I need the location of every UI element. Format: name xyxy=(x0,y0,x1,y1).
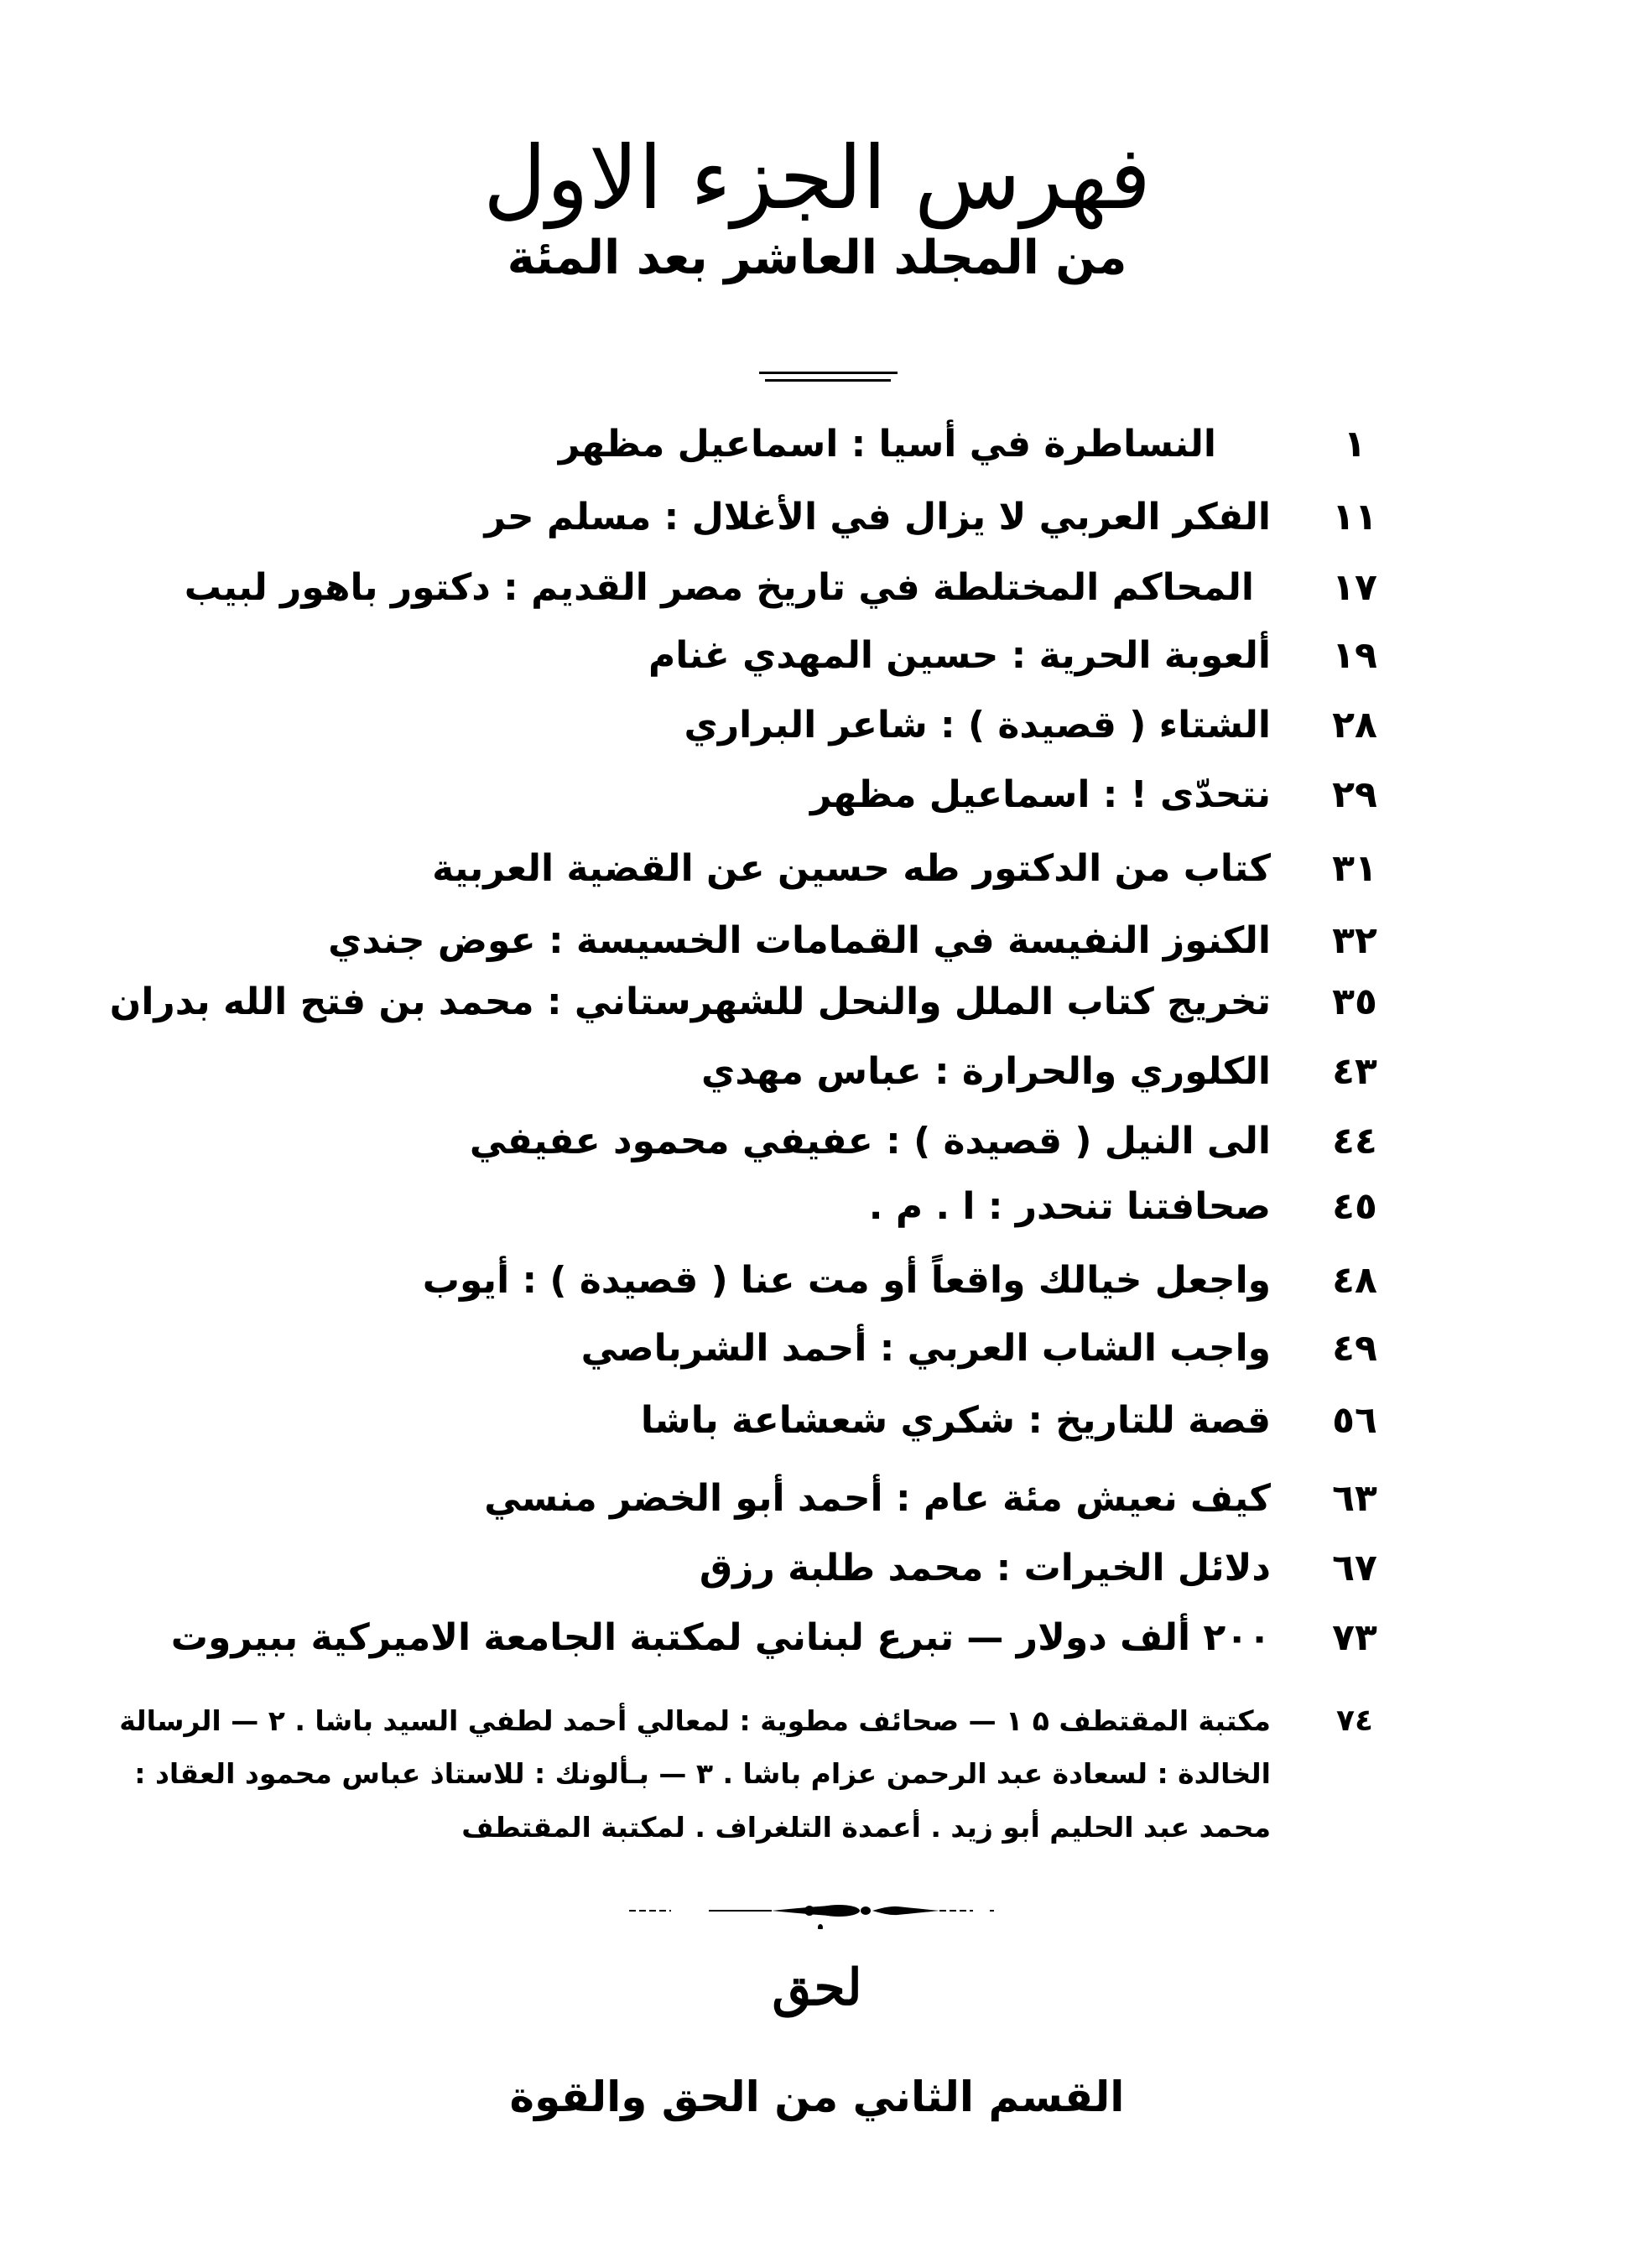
toc-entry-text: كيف نعيش مئة عام : أحمد أبو الخضر منسي xyxy=(484,1477,1271,1520)
toc-entry xyxy=(252,1182,1409,1232)
toc-entry xyxy=(170,1613,1409,1663)
toc-page-number: ٤٨ xyxy=(1332,1259,1377,1302)
toc-page-number: ١٩ xyxy=(1332,634,1377,677)
toc-entry-text: واجعل خيالك واقعاً أو مت عنا ( قصيدة ) : أيوب xyxy=(422,1259,1271,1302)
library-line-1: مكتبة المقتطف ۵ ١ — صحائف مطوية : لمعالي أحمد لطفي السيد باشا . ٢ — الرسالة xyxy=(119,1704,1271,1737)
toc-entry xyxy=(252,1047,1409,1097)
toc-entry xyxy=(252,770,1409,820)
toc-page-number: ٥٦ xyxy=(1332,1399,1377,1442)
toc-page-number: ٢٨ xyxy=(1332,704,1377,746)
toc-entry xyxy=(252,1116,1409,1167)
toc-entry-text: الكلوري والحرارة : عباس مهدي xyxy=(701,1050,1271,1093)
toc-page-number: ١ xyxy=(1343,423,1366,466)
toc-entry-text: ٢٠٠ ألف دولار — تبرع لبناني لمكتبة الجامعة الاميركية ببيروت xyxy=(170,1616,1271,1659)
toc-entry xyxy=(109,977,1409,1027)
page-title: فهرس الجزء الاول xyxy=(482,127,1152,229)
toc-page-number: ٣١ xyxy=(1332,847,1377,890)
toc-page-number: ٤٤ xyxy=(1332,1120,1377,1163)
toc-page-number: ٦٣ xyxy=(1332,1477,1377,1520)
toc-entry-text: صحافتنا تنحدر : ا . م . xyxy=(868,1185,1271,1228)
section-title: القسم الثاني من الحق والقوة xyxy=(509,2073,1125,2121)
toc-entry-text: ألعوبة الحرية : حسين المهدي غنام xyxy=(648,634,1271,677)
toc-entry xyxy=(252,1256,1409,1306)
toc-entry-text: الكنوز النفيسة في القمامات الخسيسة : عوض جندي xyxy=(328,919,1271,962)
toc-page-number: ٧٣ xyxy=(1332,1616,1377,1659)
ornament-divider xyxy=(604,1896,1040,1929)
toc-entry-text: الشتاء ( قصيدة ) : شاعر البراري xyxy=(684,704,1271,746)
page-subtitle: من المجلد العاشر بعد المئة xyxy=(507,231,1127,285)
toc-entry-text: النساطرة في أسيا : اسماعيل مظهر xyxy=(558,423,1216,466)
toc-entry-text: قصة للتاريخ : شكري شعشاعة باشا xyxy=(640,1399,1271,1442)
toc-entry xyxy=(252,1324,1409,1374)
section-heading: لحق xyxy=(772,1958,862,2017)
library-line-2: الخالدة : لسعادة عبد الرحمن عزام باشا . ٣ — بـألونك : للاستاذ عباس محمود العقاد : xyxy=(134,1757,1271,1790)
toc-page-number: ٤٣ xyxy=(1332,1050,1377,1093)
toc-page-number: ١١ xyxy=(1332,496,1377,538)
toc-entry xyxy=(252,631,1409,681)
toc-page-number: ٦٧ xyxy=(1332,1547,1377,1589)
toc-entry-text: الى النيل ( قصيدة ) : عفيفي محمود عفيفي xyxy=(469,1120,1271,1163)
toc-page-number: ٢٩ xyxy=(1332,773,1377,816)
toc-entry-text: نتحدّى ! : اسماعيل مظهر xyxy=(809,773,1271,816)
toc-entry xyxy=(252,844,1409,894)
toc-entry-text: واجب الشاب العربي : أحمد الشرباصي xyxy=(580,1327,1271,1370)
library-line-3: محمد عبد الحليم أبو زيد . أعمدة التلغراف . لمكتبة المقتطف xyxy=(461,1811,1271,1844)
toc-page-number: ٤٥ xyxy=(1332,1185,1377,1228)
toc-entry-text: المحاكم المختلطة في تاريخ مصر القديم : دكتور باهور لبيب xyxy=(184,566,1254,609)
toc-entry xyxy=(252,1543,1409,1594)
toc-entry xyxy=(252,916,1409,966)
toc-page-number: ٤٩ xyxy=(1332,1327,1377,1370)
toc-entry xyxy=(252,1396,1409,1446)
toc-entry xyxy=(252,419,1409,470)
title-separator-line xyxy=(759,372,898,374)
toc-entry-text: الفكر العربي لا يزال في الأغلال : مسلم حر xyxy=(484,496,1271,538)
toc-page-number: ٧٤ xyxy=(1336,1704,1373,1738)
toc-entry xyxy=(252,1474,1409,1524)
toc-entry-text: تخريج كتاب الملل والنحل للشهرستاني : محمد بن فتح الله بدران xyxy=(109,981,1271,1023)
toc-page-number: ٣٢ xyxy=(1332,919,1377,962)
title-separator-line xyxy=(765,379,891,382)
toc-entry-text: كتاب من الدكتور طه حسين عن القضية العربية xyxy=(432,847,1271,890)
toc-entry xyxy=(184,563,1409,613)
toc-page-number: ١٧ xyxy=(1332,566,1377,609)
toc-entry xyxy=(252,700,1409,751)
toc-entry-text: دلائل الخيرات : محمد طلبة رزق xyxy=(699,1547,1271,1589)
toc-page-number: ٣٥ xyxy=(1332,981,1377,1023)
toc-entry xyxy=(252,492,1409,543)
toc-entry-library xyxy=(119,1696,1409,1746)
